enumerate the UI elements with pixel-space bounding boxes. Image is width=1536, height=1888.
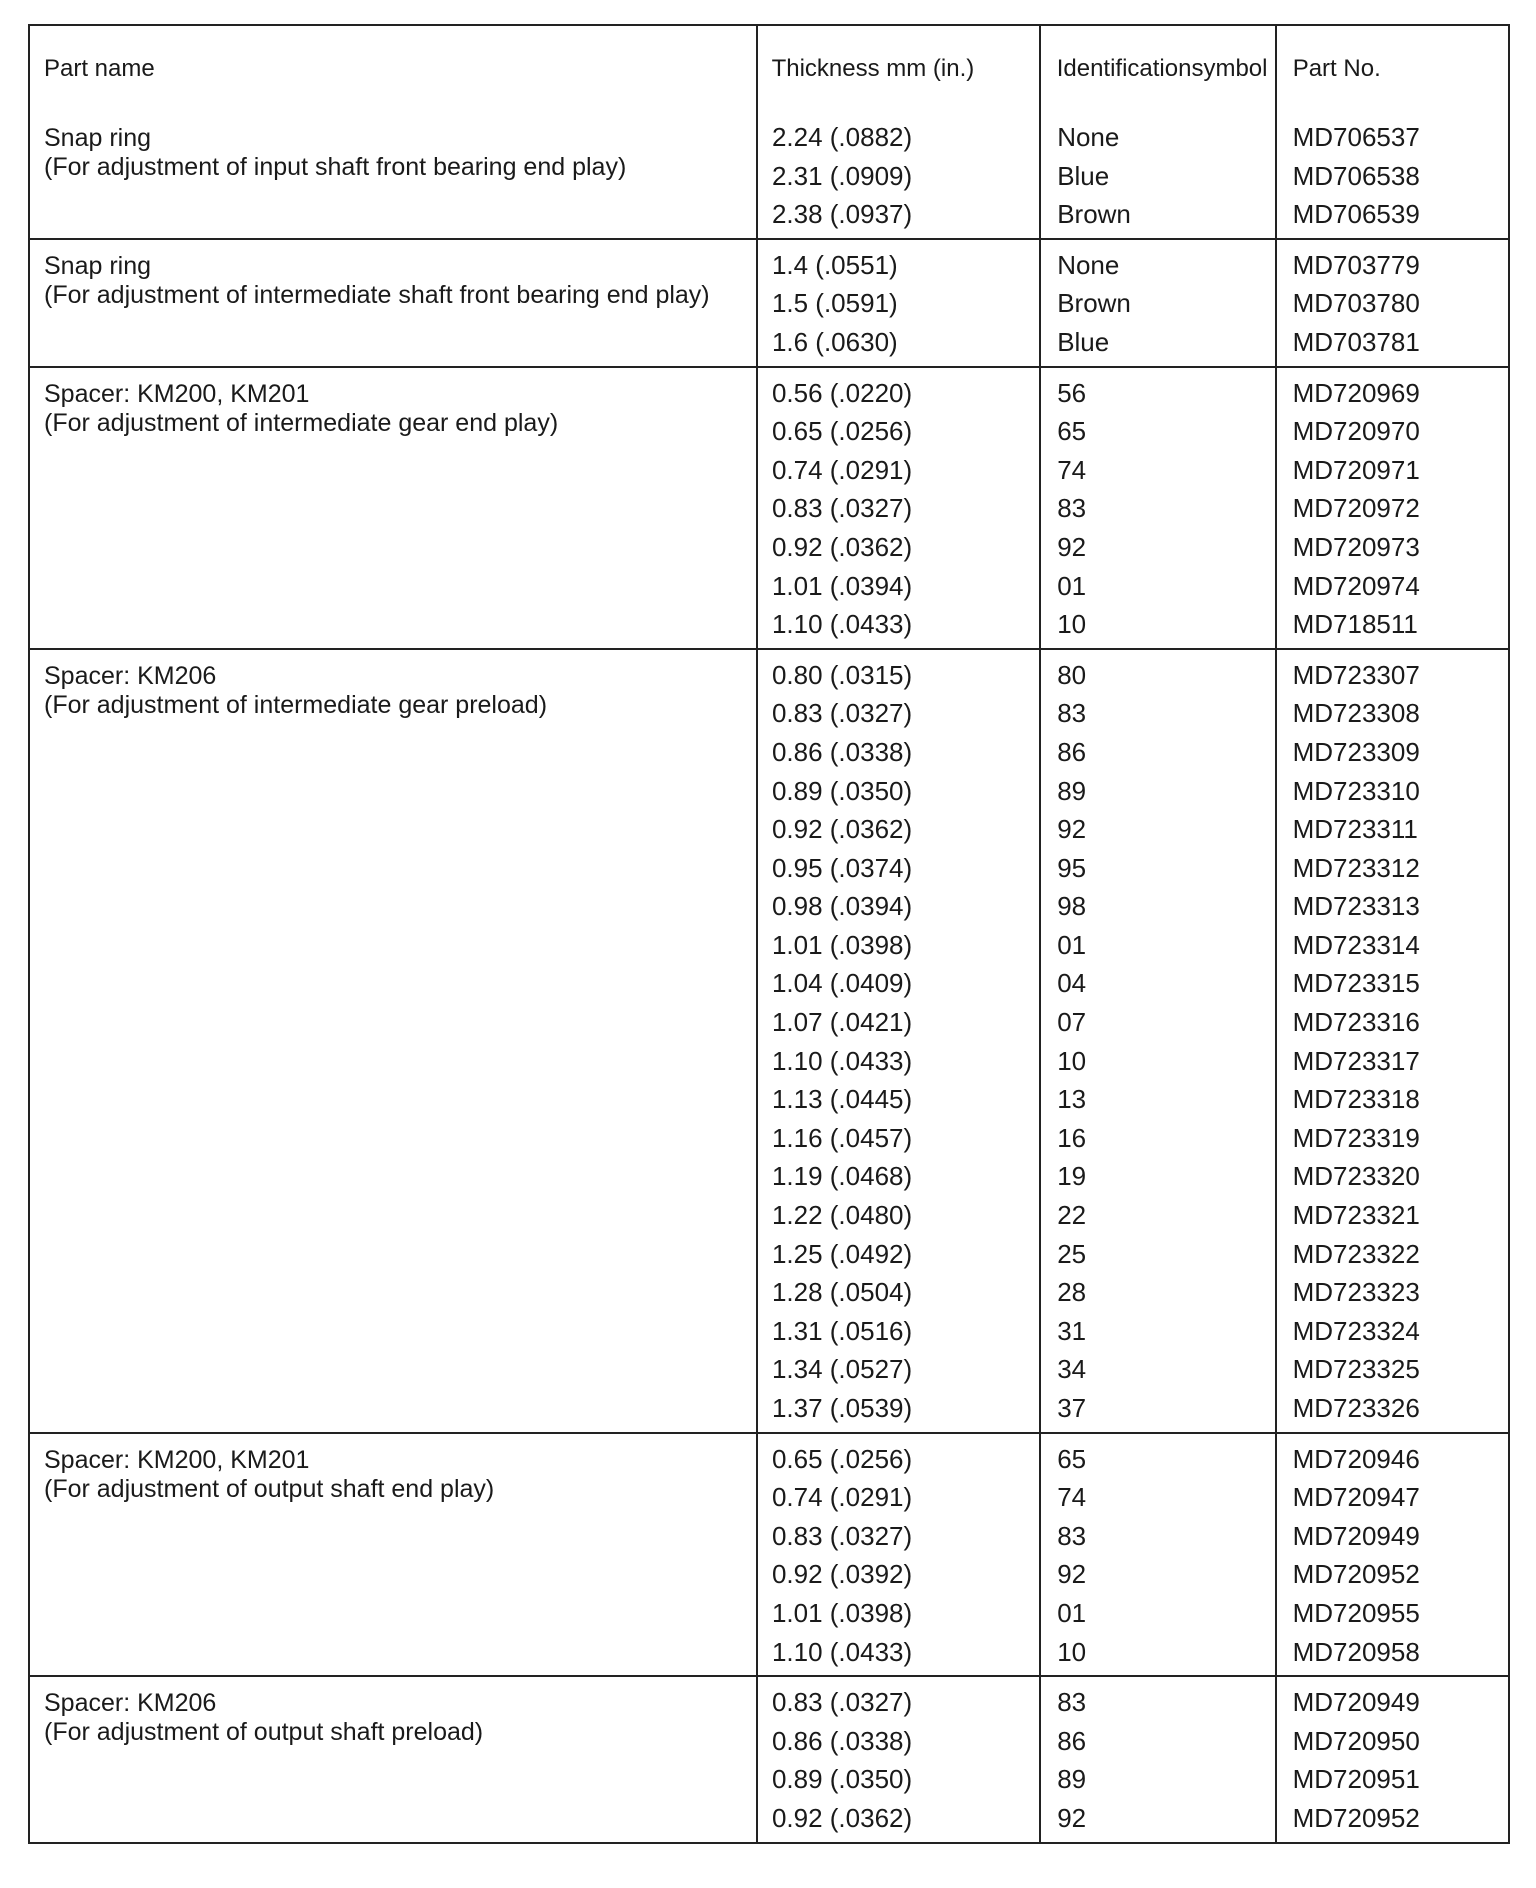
identification-symbol-value: None xyxy=(1057,249,1120,280)
thickness-value: 0.83 (.0327) xyxy=(771,1520,913,1551)
identification-symbol-value: 04 xyxy=(1057,968,1087,999)
thickness-cell xyxy=(756,1677,1039,1841)
table-row xyxy=(30,366,1508,648)
thickness-value: 0.98 (.0394) xyxy=(771,891,913,922)
part-number-value: MD720947 xyxy=(1292,1482,1420,1513)
part-number-value: MD720970 xyxy=(1292,416,1420,447)
identification-symbol-value: 89 xyxy=(1057,775,1087,806)
thickness-value: 1.10 (.0433) xyxy=(771,1045,913,1076)
thickness-value: 0.89 (.0350) xyxy=(771,1764,913,1795)
thickness-value: 0.80 (.0315) xyxy=(771,659,913,690)
thickness-value: 0.89 (.0350) xyxy=(771,775,913,806)
part-purpose: (For adjustment of input shaft front bearing end play) xyxy=(44,153,627,181)
identification-symbol-value: 92 xyxy=(1057,814,1087,845)
part-number-value: MD706538 xyxy=(1292,160,1420,191)
table-body xyxy=(30,112,1508,1842)
part-no-cell xyxy=(1275,240,1508,366)
thickness-value: 0.83 (.0327) xyxy=(771,493,913,524)
thickness-value: 1.01 (.0398) xyxy=(771,1597,913,1628)
identification-symbol-value: 86 xyxy=(1057,1725,1087,1756)
identification-symbol-value: 10 xyxy=(1057,1636,1087,1667)
symbol-cell xyxy=(1039,240,1274,366)
thickness-value: 0.74 (.0291) xyxy=(771,454,913,485)
part-no-cell xyxy=(1275,650,1508,1432)
part-name-cell xyxy=(30,368,756,648)
identification-symbol-value: 01 xyxy=(1057,570,1087,601)
part-number-value: MD723313 xyxy=(1292,891,1420,922)
identification-symbol-value: 95 xyxy=(1057,852,1087,883)
part-number-value: MD720946 xyxy=(1292,1443,1420,1474)
identification-symbol-value: 92 xyxy=(1057,1802,1087,1833)
part-number-value: MD703779 xyxy=(1292,249,1420,280)
part-number-value: MD723319 xyxy=(1292,1122,1420,1153)
symbol-cell xyxy=(1039,650,1274,1432)
table-row xyxy=(30,112,1508,238)
part-purpose: (For adjustment of output shaft end play) xyxy=(44,1474,495,1503)
part-purpose: (For adjustment of intermediate gear preload) xyxy=(44,690,548,719)
part-no-cell xyxy=(1275,112,1508,238)
header-identification-line2: symbol xyxy=(1191,55,1268,82)
symbol-cell xyxy=(1039,368,1274,648)
thickness-cell xyxy=(756,650,1039,1432)
thickness-value: 0.56 (.0220) xyxy=(771,377,913,408)
thickness-value: 1.37 (.0539) xyxy=(771,1393,913,1423)
identification-symbol-value: Blue xyxy=(1057,160,1110,191)
part-number-value: MD720949 xyxy=(1292,1687,1420,1718)
part-name-cell xyxy=(30,650,756,1432)
identification-symbol-value: 80 xyxy=(1057,659,1087,690)
thickness-value: 0.92 (.0392) xyxy=(771,1559,913,1590)
identification-symbol-value: 10 xyxy=(1057,1045,1087,1076)
part-number-value: MD720951 xyxy=(1292,1764,1420,1795)
part-number-value: MD723322 xyxy=(1292,1238,1420,1269)
thickness-value: 1.4 (.0551) xyxy=(771,249,898,280)
part-number-value: MD720950 xyxy=(1292,1725,1420,1756)
part-number-value: MD703780 xyxy=(1292,288,1420,319)
part-number-value: MD720971 xyxy=(1292,454,1420,485)
thickness-value: 1.01 (.0394) xyxy=(771,570,913,601)
part-number-value: MD723326 xyxy=(1292,1393,1420,1423)
identification-symbol-value: 16 xyxy=(1057,1122,1087,1153)
thickness-value: 2.31 (.0909) xyxy=(771,160,913,191)
identification-symbol-value: 65 xyxy=(1057,1443,1087,1474)
identification-symbol-value: Blue xyxy=(1057,326,1110,357)
part-purpose: (For adjustment of intermediate shaft front bearing end play) xyxy=(44,280,710,309)
part-no-cell xyxy=(1275,1434,1508,1676)
header-row xyxy=(30,26,1508,112)
identification-symbol-value: 65 xyxy=(1057,416,1087,447)
thickness-value: 2.24 (.0882) xyxy=(771,122,913,152)
thickness-value: 1.22 (.0480) xyxy=(771,1200,913,1231)
identification-symbol-value: 92 xyxy=(1057,531,1087,562)
header-part-name: Part name xyxy=(44,55,155,82)
part-name-cell xyxy=(30,112,756,238)
thickness-value: 1.13 (.0445) xyxy=(771,1084,913,1115)
part-number-value: MD723323 xyxy=(1292,1277,1420,1308)
thickness-value: 0.83 (.0327) xyxy=(771,698,913,729)
part-number-value: MD703781 xyxy=(1292,326,1420,357)
thickness-value: 1.5 (.0591) xyxy=(771,288,898,319)
identification-symbol-value: 56 xyxy=(1057,377,1087,408)
part-number-value: MD720955 xyxy=(1292,1597,1420,1628)
thickness-value: 0.92 (.0362) xyxy=(771,814,913,845)
part-number-value: MD723324 xyxy=(1292,1315,1420,1346)
part-number-value: MD723308 xyxy=(1292,698,1420,729)
part-number-value: MD723325 xyxy=(1292,1354,1420,1385)
part-number-value: MD720958 xyxy=(1292,1636,1420,1667)
part-number-value: MD723309 xyxy=(1292,736,1420,767)
thickness-value: 1.34 (.0527) xyxy=(771,1354,913,1385)
part-number-value: MD720973 xyxy=(1292,531,1420,562)
identification-symbol-value: 74 xyxy=(1057,1482,1087,1513)
identification-symbol-value: 07 xyxy=(1057,1007,1087,1038)
identification-symbol-value: 98 xyxy=(1057,891,1087,922)
thickness-value: 0.74 (.0291) xyxy=(771,1482,913,1513)
thickness-value: 0.65 (.0256) xyxy=(771,1443,913,1474)
thickness-value: 1.28 (.0504) xyxy=(771,1277,913,1308)
thickness-value: 1.19 (.0468) xyxy=(771,1161,913,1192)
thickness-cell xyxy=(756,112,1039,238)
part-number-value: MD723321 xyxy=(1292,1200,1420,1231)
identification-symbol-value: 86 xyxy=(1057,736,1087,767)
part-number-value: MD706539 xyxy=(1292,199,1420,230)
part-name: Spacer: KM206 xyxy=(44,661,217,690)
thickness-value: 1.10 (.0433) xyxy=(771,609,913,640)
identification-symbol-value: 25 xyxy=(1057,1238,1087,1269)
header-part-no: Part No. xyxy=(1275,26,1508,112)
identification-symbol-value: 01 xyxy=(1057,1597,1087,1628)
table-row xyxy=(30,648,1508,1432)
identification-symbol-value: 92 xyxy=(1057,1559,1087,1590)
part-number-value: MD723316 xyxy=(1292,1007,1420,1038)
thickness-value: 2.38 (.0937) xyxy=(771,199,913,230)
identification-symbol-value: 83 xyxy=(1057,1687,1087,1718)
identification-symbol-value: None xyxy=(1057,122,1120,152)
identification-symbol-value: 89 xyxy=(1057,1764,1087,1795)
part-number-value: MD723318 xyxy=(1292,1084,1420,1115)
thickness-value: 0.83 (.0327) xyxy=(771,1687,913,1718)
thickness-value: 0.86 (.0338) xyxy=(771,1725,913,1756)
part-number-value: MD723317 xyxy=(1292,1045,1420,1076)
part-number-value: MD723314 xyxy=(1292,929,1420,960)
table-row xyxy=(30,238,1508,366)
symbol-cell xyxy=(1039,1677,1274,1841)
part-number-value: MD723320 xyxy=(1292,1161,1420,1192)
part-number-value: MD720972 xyxy=(1292,493,1420,524)
identification-symbol-value: Brown xyxy=(1057,288,1131,319)
header-identification-symbol xyxy=(1039,26,1275,112)
symbol-cell xyxy=(1039,1434,1274,1676)
part-purpose: (For adjustment of output shaft preload) xyxy=(44,1718,484,1747)
thickness-value: 1.01 (.0398) xyxy=(771,929,913,960)
thickness-cell xyxy=(756,240,1039,366)
thickness-cell xyxy=(756,368,1039,648)
part-name-cell xyxy=(30,240,756,366)
thickness-value: 0.86 (.0338) xyxy=(771,736,913,767)
thickness-cell xyxy=(756,1434,1039,1676)
part-number-value: MD723310 xyxy=(1292,775,1420,806)
identification-symbol-value: 10 xyxy=(1057,609,1087,640)
header-thickness: Thickness mm (in.) xyxy=(756,26,1039,112)
part-name: Spacer: KM200, KM201 xyxy=(44,1445,310,1474)
thickness-value: 0.65 (.0256) xyxy=(771,416,913,447)
thickness-value: 1.6 (.0630) xyxy=(771,326,898,357)
part-number-value: MD720949 xyxy=(1292,1520,1420,1551)
identification-symbol-value: 01 xyxy=(1057,929,1087,960)
part-number-value: MD723307 xyxy=(1292,659,1420,690)
thickness-value: 1.04 (.0409) xyxy=(771,968,913,999)
part-number-value: MD720952 xyxy=(1292,1559,1420,1590)
part-number-value: MD723315 xyxy=(1292,968,1420,999)
identification-symbol-value: 83 xyxy=(1057,698,1087,729)
part-number-value: MD723311 xyxy=(1292,814,1418,845)
table-row xyxy=(30,1675,1508,1841)
part-number-value: MD720969 xyxy=(1292,377,1420,408)
thickness-value: 1.25 (.0492) xyxy=(771,1238,913,1269)
identification-symbol-value: 13 xyxy=(1057,1084,1087,1115)
identification-symbol-value: 74 xyxy=(1057,454,1087,485)
identification-symbol-value: 34 xyxy=(1057,1354,1087,1385)
symbol-cell xyxy=(1039,112,1274,238)
thickness-value: 0.92 (.0362) xyxy=(771,1802,913,1833)
part-name-cell xyxy=(30,1434,756,1676)
thickness-value: 0.92 (.0362) xyxy=(771,531,913,562)
thickness-value: 0.95 (.0374) xyxy=(771,852,913,883)
identification-symbol-value: 37 xyxy=(1057,1393,1087,1423)
header-identification-line1: Identification xyxy=(1056,55,1192,82)
part-name: Spacer: KM200, KM201 xyxy=(44,379,310,408)
thickness-value: 1.31 (.0516) xyxy=(771,1315,913,1346)
part-number-value: MD720974 xyxy=(1292,570,1420,601)
part-name: Snap ring xyxy=(44,124,152,152)
part-number-value: MD723312 xyxy=(1292,852,1420,883)
identification-symbol-value: Brown xyxy=(1057,199,1131,230)
part-purpose: (For adjustment of intermediate gear end play) xyxy=(44,408,559,437)
part-name: Spacer: KM206 xyxy=(44,1689,217,1718)
part-number-value: MD720952 xyxy=(1292,1802,1420,1833)
identification-symbol-value: 22 xyxy=(1057,1200,1087,1231)
part-name: Snap ring xyxy=(44,251,152,280)
identification-symbol-value: 28 xyxy=(1057,1277,1087,1308)
table-row xyxy=(30,1432,1508,1676)
identification-symbol-value: 83 xyxy=(1057,493,1087,524)
part-number-value: MD718511 xyxy=(1292,609,1418,640)
identification-symbol-value: 83 xyxy=(1057,1520,1087,1551)
part-number-value: MD706537 xyxy=(1292,122,1420,152)
identification-symbol-value: 19 xyxy=(1057,1161,1087,1192)
parts-table xyxy=(28,24,1510,1844)
identification-symbol-value: 31 xyxy=(1057,1315,1087,1346)
thickness-value: 1.16 (.0457) xyxy=(771,1122,913,1153)
part-name-cell xyxy=(30,1677,756,1841)
part-no-cell xyxy=(1275,368,1508,648)
part-no-cell xyxy=(1275,1677,1508,1841)
thickness-value: 1.07 (.0421) xyxy=(771,1007,913,1038)
thickness-value: 1.10 (.0433) xyxy=(771,1636,913,1667)
